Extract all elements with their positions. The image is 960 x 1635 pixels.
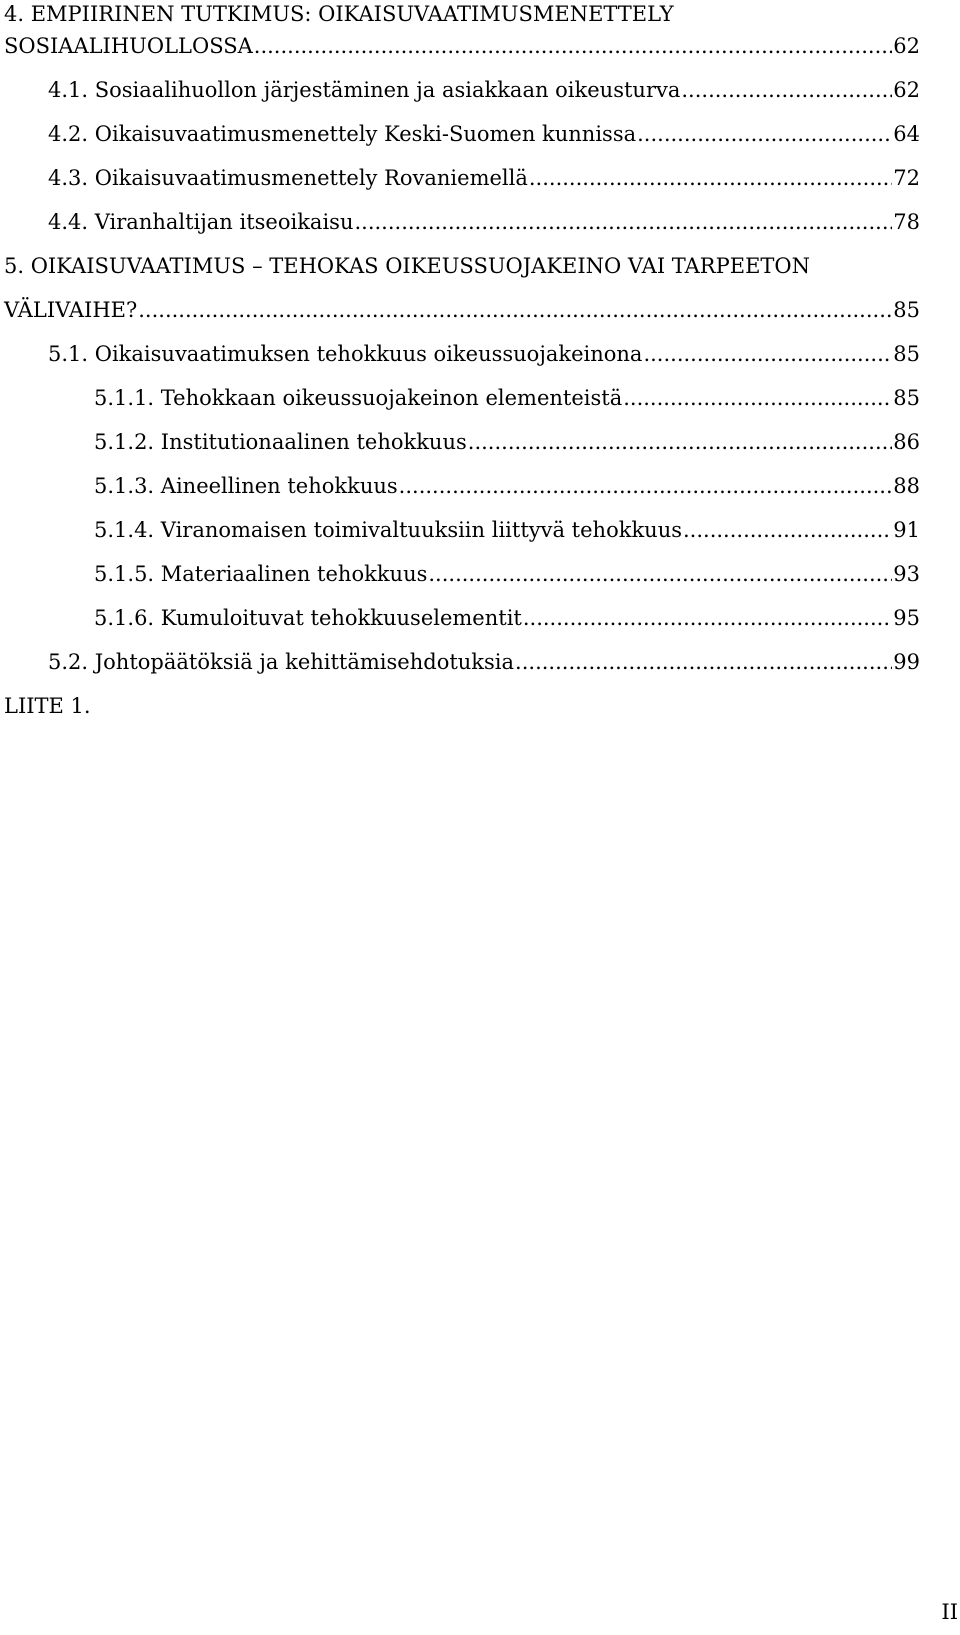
- toc-entry-text: SOSIAALIHUOLLOSSA: [4, 34, 253, 58]
- dot-leader: [643, 340, 892, 368]
- toc-entry-text: 4.1. Sosiaalihuollon järjestäminen ja asiakkaan oikeusturva: [48, 78, 681, 102]
- toc-entry-text: 5.1. Oikaisuvaatimuksen tehokkuus oikeussuojakeinona: [48, 342, 643, 366]
- toc-entry-text: 5.1.2. Institutionaalinen tehokkuus: [94, 430, 467, 454]
- toc-entry-text: 5.1.5. Materiaalinen tehokkuus: [94, 562, 428, 586]
- toc-entry-5-1-6[interactable]: [94, 604, 920, 632]
- toc-page-number: 99: [893, 650, 920, 674]
- dot-leader: [399, 472, 893, 500]
- page-number: II: [941, 1600, 958, 1624]
- toc-page-number: 64: [893, 122, 920, 146]
- toc-entry-5-1-4[interactable]: [94, 516, 920, 544]
- toc-entry-text: 5. OIKAISUVAATIMUS – TEHOKAS OIKEUSSUOJAKEINO VAI TARPEETON: [4, 254, 811, 278]
- toc-page-number: 62: [893, 34, 920, 58]
- toc-page-number: 91: [893, 518, 920, 542]
- toc-entry-text: 5.1.1. Tehokkaan oikeussuojakeinon elementeistä: [94, 386, 623, 410]
- toc-entry-text: 4. EMPIIRINEN TUTKIMUS: OIKAISUVAATIMUSMENETTELY: [4, 2, 674, 26]
- toc-entry-text: VÄLIVAIHE?: [4, 298, 138, 322]
- dot-leader: [637, 120, 892, 148]
- toc-entry-4-2[interactable]: [48, 120, 920, 148]
- dot-leader: [428, 560, 892, 588]
- toc-entry-text: 5.1.4. Viranomaisen toimivaltuuksiin liittyvä tehokkuus: [94, 518, 682, 542]
- toc-entry-text: 5.1.3. Aineellinen tehokkuus: [94, 474, 398, 498]
- dot-leader: [254, 32, 893, 60]
- dot-leader: [623, 384, 892, 412]
- toc-entry-5-1[interactable]: [48, 340, 920, 368]
- toc-page-number: 85: [893, 342, 920, 366]
- toc-entry-5-1-5[interactable]: [94, 560, 920, 588]
- toc-page-number: 72: [893, 166, 920, 190]
- toc-entry-5[interactable]: [4, 296, 920, 324]
- dot-leader: [683, 516, 892, 544]
- toc-entry-4[interactable]: [4, 32, 920, 60]
- toc-entry-text: 4.4. Viranhaltijan itseoikaisu: [48, 210, 354, 234]
- toc-entry-text: 5.2. Johtopäätöksiä ja kehittämisehdotuksia: [48, 650, 515, 674]
- toc-entry-4-line1[interactable]: [4, 0, 674, 28]
- toc-entry-5-2[interactable]: [48, 648, 920, 676]
- toc-entry-5-1-1[interactable]: [94, 384, 920, 412]
- dot-leader: [523, 604, 892, 632]
- toc-page-number: 78: [893, 210, 920, 234]
- dot-leader: [354, 208, 892, 236]
- toc-entry-5-line1[interactable]: [4, 252, 810, 280]
- toc-entry-appendix[interactable]: [4, 692, 91, 720]
- toc-page-number: 88: [893, 474, 920, 498]
- toc-entry-text: 5.1.6. Kumuloituvat tehokkuuselementit: [94, 606, 522, 630]
- toc-page-number: 93: [893, 562, 920, 586]
- toc-page-number: 62: [893, 78, 920, 102]
- toc-entry-text: 4.3. Oikaisuvaatimusmenettely Rovaniemellä: [48, 166, 528, 190]
- dot-leader: [468, 428, 893, 456]
- toc-page-number: 86: [893, 430, 920, 454]
- toc-entry-4-1[interactable]: [48, 76, 920, 104]
- dot-leader: [681, 76, 892, 104]
- toc-page-number: 95: [893, 606, 920, 630]
- toc-page-number: 85: [893, 298, 920, 322]
- toc-entry-text: LIITE 1.: [4, 694, 91, 718]
- toc-entry-text: 4.2. Oikaisuvaatimusmenettely Keski-Suomen kunnissa: [48, 122, 637, 146]
- toc-entry-5-1-2[interactable]: [94, 428, 920, 456]
- toc-entry-5-1-3[interactable]: [94, 472, 920, 500]
- toc-page-number: 85: [893, 386, 920, 410]
- dot-leader: [529, 164, 892, 192]
- dot-leader: [138, 296, 892, 324]
- toc-entry-4-4[interactable]: [48, 208, 920, 236]
- dot-leader: [515, 648, 892, 676]
- toc-entry-4-3[interactable]: [48, 164, 920, 192]
